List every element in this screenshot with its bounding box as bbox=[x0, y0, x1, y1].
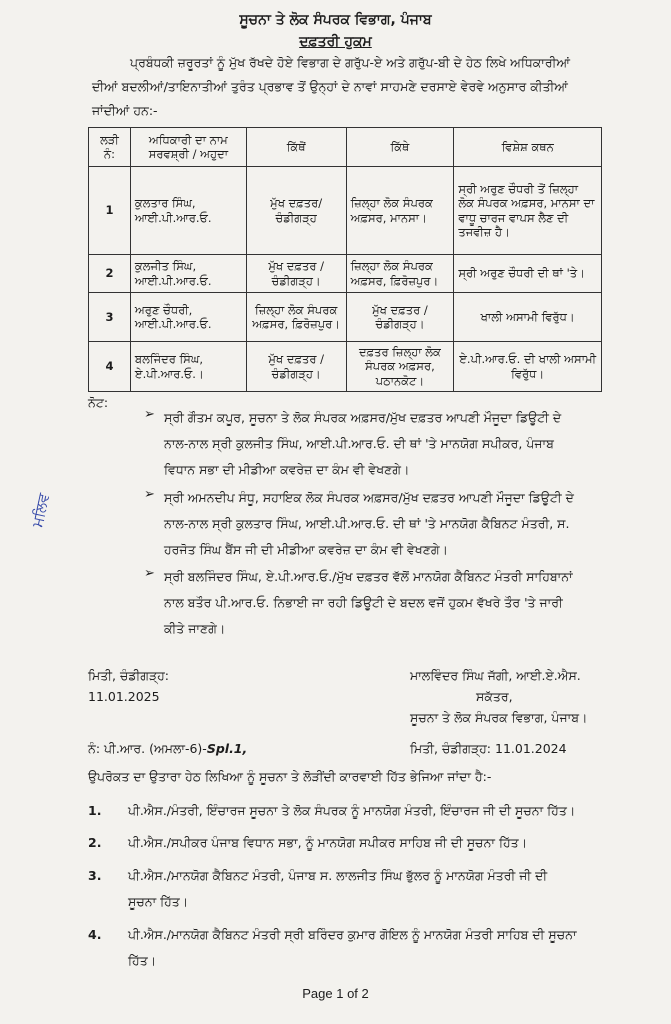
cell-to: ਦਫ਼ਤਰ ਜ਼ਿਲ੍ਹਾ ਲੋਕ ਸੰਪਰਕ ਅਫ਼ਸਰ, ਪਠਾਨਕੋਟ। bbox=[346, 342, 454, 392]
cell-serial: 1 bbox=[89, 167, 131, 255]
note-line: ਵਿਧਾਨ ਸਭਾ ਦੀ ਮੀਡੀਆ ਕਵਰੇਜ਼ ਦਾ ਕੰਮ ਵੀ ਵੇਖਣਗੇ। bbox=[164, 462, 410, 477]
list-number: 4. bbox=[88, 927, 102, 942]
list-text: ਪੀ.ਐਸ./ਸਪੀਕਰ ਪੰਜਾਬ ਵਿਧਾਨ ਸਭਾ, ਨੂੰ ਮਾਨਯੋਗ ਸਪੀਕਰ ਸਾਹਿਬ ਜੀ ਦੀ ਸੂਚਨਾ ਹਿੱਤ। bbox=[128, 835, 528, 850]
bullet-icon: ➢ bbox=[144, 407, 155, 422]
signatory-name: ਮਾਲਵਿੰਦਰ ਸਿੰਘ ਜੱਗੀ, ਆਈ.ਏ.ਐਸ. bbox=[410, 668, 581, 683]
note-line: ਸ੍ਰੀ ਬਲਜਿੰਦਰ ਸਿੰਘ, ਏ.ਪੀ.ਆਰ.ਓ./ਮੁੱਖ ਦਫ਼ਤਰ ਵੱਲੋਂ ਮਾਨਯੋਗ ਕੈਬਿਨਟ ਮੰਤਰੀ ਸਾਹਿਬਾਨਾਂ bbox=[164, 569, 573, 584]
cell-name: ਕੁਲਤਾਰ ਸਿੰਘ, ਆਈ.ਪੀ.ਆਰ.ਓ. bbox=[130, 167, 246, 255]
cell-from: ਮੁੱਖ ਦਫ਼ਤਰ / ਚੰਡੀਗੜ੍ਹ। bbox=[246, 255, 346, 293]
signatory-department: ਸੂਚਨਾ ਤੇ ਲੋਕ ਸੰਪਰਕ ਵਿਭਾਗ, ਪੰਜਾਬ। bbox=[410, 710, 588, 725]
header-serial: ਲੜੀ ਨੰ: bbox=[89, 128, 131, 167]
note-line: ਕੀਤੇ ਜਾਣਗੇ। bbox=[164, 621, 226, 636]
bullet-icon: ➢ bbox=[144, 566, 155, 581]
header-to: ਕਿੱਥੇ bbox=[346, 128, 454, 167]
cell-remarks: ਏ.ਪੀ.ਆਰ.ਓ. ਦੀ ਖਾਲੀ ਅਸਾਮੀ ਵਿਰੁੱਧ। bbox=[454, 342, 602, 392]
table-row bbox=[89, 167, 602, 255]
cell-to: ਜ਼ਿਲ੍ਹਾ ਲੋਕ ਸੰਪਰਕ ਅਫ਼ਸਰ, ਮਾਨਸਾ। bbox=[346, 167, 454, 255]
table-row bbox=[89, 293, 602, 342]
endorsement-number-prefix: ਨੰ: ਪੀ.ਆਰ. (ਅਮਲਾ-6)- bbox=[88, 741, 207, 756]
note-line: ਸ੍ਰੀ ਗੌਤਮ ਕਪੂਰ, ਸੂਚਨਾ ਤੇ ਲੋਕ ਸੰਪਰਕ ਅਫ਼ਸਰ/ਮੁੱਖ ਦਫ਼ਤਰ ਆਪਣੀ ਮੌਜੂਦਾ ਡਿਊਟੀ ਦੇ bbox=[164, 410, 562, 425]
cell-serial: 4 bbox=[89, 342, 131, 392]
intro-line-1: ਪ੍ਰਬੰਧਕੀ ਜ਼ਰੂਰਤਾਂ ਨੂੰ ਮੁੱਖ ਰੱਖਦੇ ਹੋਏ ਵਿਭਾਗ ਦੇ ਗਰੁੱਪ-ਏ ਅਤੇ ਗਰੁੱਪ-ਬੀ ਦੇ ਹੇਠ ਲਿਖੇ ਅਧਿਕਾਰੀਆਂ bbox=[130, 55, 570, 70]
intro-line-2: ਦੀਆਂ ਬਦਲੀਆਂ/ਤਾਇਨਾਤੀਆਂ ਤੁਰੰਤ ਪ੍ਰਭਾਵ ਤੋਂ ਉਨ੍ਹਾਂ ਦੇ ਨਾਵਾਂ ਸਾਹਮਣੇ ਦਰਸਾਏ ਵੇਰਵੇ ਅਨੁਸਾਰ ਕੀਤੀਆਂ bbox=[92, 79, 568, 94]
cell-serial: 3 bbox=[89, 293, 131, 342]
footer-date: 11.01.2025 bbox=[88, 689, 160, 704]
list-text: ਪੀ.ਐਸ./ਮਾਨਯੋਗ ਕੈਬਿਨਟ ਮੰਤਰੀ ਸ੍ਰੀ ਬਰਿੰਦਰ ਕੁਮਾਰ ਗੋਇਲ ਨੂੰ ਮਾਨਯੋਗ ਮੰਤਰੀ ਸਾਹਿਬ ਦੀ ਸੂਚਨਾ bbox=[128, 927, 577, 942]
list-number: 1. bbox=[88, 803, 102, 818]
header-remarks: ਵਿਸ਼ੇਸ਼ ਕਥਨ bbox=[454, 128, 602, 167]
department-heading: ਸੂਚਨਾ ਤੇ ਲੋਕ ਸੰਪਰਕ ਵਿਭਾਗ, ਪੰਜਾਬ bbox=[239, 12, 432, 28]
handwritten-signature: ਮਲਿਵ bbox=[28, 491, 53, 529]
cell-name: ਬਲਜਿੰਦਰ ਸਿੰਘ, ਏ.ਪੀ.ਆਰ.ਓ.। bbox=[130, 342, 246, 392]
list-text: ਪੀ.ਐਸ./ਮਾਨਯੋਗ ਕੈਬਿਨਟ ਮੰਤਰੀ, ਪੰਜਾਬ ਸ. ਲਾਲਜੀਤ ਸਿੰਘ ਭੁੱਲਰ ਨੂੰ ਮਾਨਯੋਗ ਮੰਤਰੀ ਜੀ ਦੀ bbox=[128, 868, 548, 883]
notes-label: ਨੋਟ: bbox=[88, 395, 109, 410]
cell-from: ਜ਼ਿਲ੍ਹਾ ਲੋਕ ਸੰਪਰਕ ਅਫ਼ਸਰ, ਫ਼ਿਰੋਜ਼ਪੁਰ। bbox=[246, 293, 346, 342]
cell-from: ਮੁੱਖ ਦਫ਼ਤਰ/ਚੰਡੀਗੜ੍ਹ bbox=[246, 167, 346, 255]
list-number: 2. bbox=[88, 835, 102, 850]
bullet-icon: ➢ bbox=[144, 487, 155, 502]
cell-from: ਮੁੱਖ ਦਫ਼ਤਰ / ਚੰਡੀਗੜ੍ਹ। bbox=[246, 342, 346, 392]
cell-to: ਜ਼ਿਲ੍ਹਾ ਲੋਕ ਸੰਪਰਕ ਅਫ਼ਸਰ, ਫ਼ਿਰੋਜ਼ਪੁਰ। bbox=[346, 255, 454, 293]
note-line: ਹਰਜੋਤ ਸਿੰਘ ਬੈਂਸ ਜੀ ਦੀ ਮੀਡੀਆ ਕਵਰੇਜ਼ ਦਾ ਕੰਮ ਵੀ ਵੇਖਣਗੇ। bbox=[164, 542, 448, 557]
table-header-row bbox=[89, 128, 602, 167]
table-row bbox=[89, 342, 602, 392]
list-text-continued: ਸੂਚਨਾ ਹਿੱਤ। bbox=[128, 894, 189, 909]
footer-place: ਮਿਤੀ, ਚੰਡੀਗੜ੍ਹ: bbox=[88, 668, 170, 683]
cell-to: ਮੁੱਖ ਦਫ਼ਤਰ / ਚੰਡੀਗੜ੍ਹ। bbox=[346, 293, 454, 342]
cell-serial: 2 bbox=[89, 255, 131, 293]
header-from: ਕਿੱਥੋਂ bbox=[246, 128, 346, 167]
endorsement-date: ਮਿਤੀ, ਚੰਡੀਗੜ੍ਹ: 11.01.2024 bbox=[410, 741, 567, 756]
transfer-table bbox=[88, 127, 602, 392]
order-title: ਦਫ਼ਤਰੀ ਹੁਕਮ bbox=[299, 34, 372, 50]
note-line: ਨਾਲ-ਨਾਲ ਸ੍ਰੀ ਕੁਲਜੀਤ ਸਿੰਘ, ਆਈ.ਪੀ.ਆਰ.ਓ. ਦੀ ਥਾਂ 'ਤੇ ਮਾਨਯੋਗ ਸਪੀਕਰ, ਪੰਜਾਬ bbox=[164, 436, 554, 451]
endorsement-number-suffix: Spl.1, bbox=[206, 741, 248, 756]
list-text-continued: ਹਿੱਤ। bbox=[128, 953, 157, 968]
cell-name: ਅਰੁਣ ਚੌਧਰੀ, ਆਈ.ਪੀ.ਆਰ.ਓ. bbox=[130, 293, 246, 342]
page-number: Page 1 of 2 bbox=[302, 986, 369, 1001]
signatory-title: ਸਕੱਤਰ, bbox=[476, 689, 513, 704]
cell-name: ਕੁਲਜੀਤ ਸਿੰਘ, ਆਈ.ਪੀ.ਆਰ.ਓ. bbox=[130, 255, 246, 293]
cell-remarks: ਸ੍ਰੀ ਅਰੁਣ ਚੌਧਰੀ ਦੀ ਥਾਂ 'ਤੇ। bbox=[454, 255, 602, 293]
note-line: ਨਾਲ-ਨਾਲ ਸ੍ਰੀ ਕੁਲਤਾਰ ਸਿੰਘ, ਆਈ.ਪੀ.ਆਰ.ਓ. ਦੀ ਥਾਂ 'ਤੇ ਮਾਨਯੋਗ ਕੈਬਿਨਟ ਮੰਤਰੀ, ਸ. bbox=[164, 516, 570, 531]
endorsement-number bbox=[88, 736, 247, 762]
note-line: ਨਾਲ ਬਤੌਰ ਪੀ.ਆਰ.ਓ. ਨਿਭਾਈ ਜਾ ਰਹੀ ਡਿਊਟੀ ਦੇ ਬਦਲ ਵਜੋਂ ਹੁਕਮ ਵੱਖਰੇ ਤੌਰ 'ਤੇ ਜਾਰੀ bbox=[164, 595, 563, 610]
table-row bbox=[89, 255, 602, 293]
list-text: ਪੀ.ਐਸ./ਮੰਤਰੀ, ਇੰਚਾਰਜ ਸੂਚਨਾ ਤੇ ਲੋਕ ਸੰਪਰਕ ਨੂੰ ਮਾਨਯੋਗ ਮੰਤਰੀ, ਇੰਚਾਰਜ ਜੀ ਦੀ ਸੂਚਨਾ ਹਿੱਤ। bbox=[128, 803, 576, 818]
list-number: 3. bbox=[88, 868, 102, 883]
cell-remarks: ਖਾਲੀ ਅਸਾਮੀ ਵਿਰੁੱਧ। bbox=[454, 293, 602, 342]
intro-line-3: ਜਾਂਦੀਆਂ ਹਨ:- bbox=[92, 103, 158, 118]
note-line: ਸ੍ਰੀ ਅਮਨਦੀਪ ਸੰਧੂ, ਸਹਾਇਕ ਲੋਕ ਸੰਪਰਕ ਅਫ਼ਸਰ/ਮੁੱਖ ਦਫ਼ਤਰ ਆਪਣੀ ਮੌਜੂਦਾ ਡਿਊਟੀ ਦੇ bbox=[164, 490, 574, 505]
cell-remarks: ਸ੍ਰੀ ਅਰੁਣ ਚੌਧਰੀ ਤੋਂ ਜ਼ਿਲ੍ਹਾ ਲੋਕ ਸੰਪਰਕ ਅਫ਼ਸਰ, ਮਾਨਸਾ ਦਾ ਵਾਧੂ ਚਾਰਜ ਵਾਪਸ ਲੈਣ ਦੀ ਤਜਵੀਜ਼ ਹੈ। bbox=[454, 167, 602, 255]
copy-forward-text: ਉਪਰੋਕਤ ਦਾ ਉਤਾਰਾ ਹੇਠ ਲਿਖਿਆ ਨੂੰ ਸੂਚਨਾ ਤੇ ਲੋੜੀਂਦੀ ਕਾਰਵਾਈ ਹਿੱਤ ਭੇਜਿਆ ਜਾਂਦਾ ਹੈ:- bbox=[88, 769, 492, 784]
header-name: ਅਧਿਕਾਰੀ ਦਾ ਨਾਮ ਸਰਵਸ਼੍ਰੀ / ਅਹੁਦਾ bbox=[130, 128, 246, 167]
